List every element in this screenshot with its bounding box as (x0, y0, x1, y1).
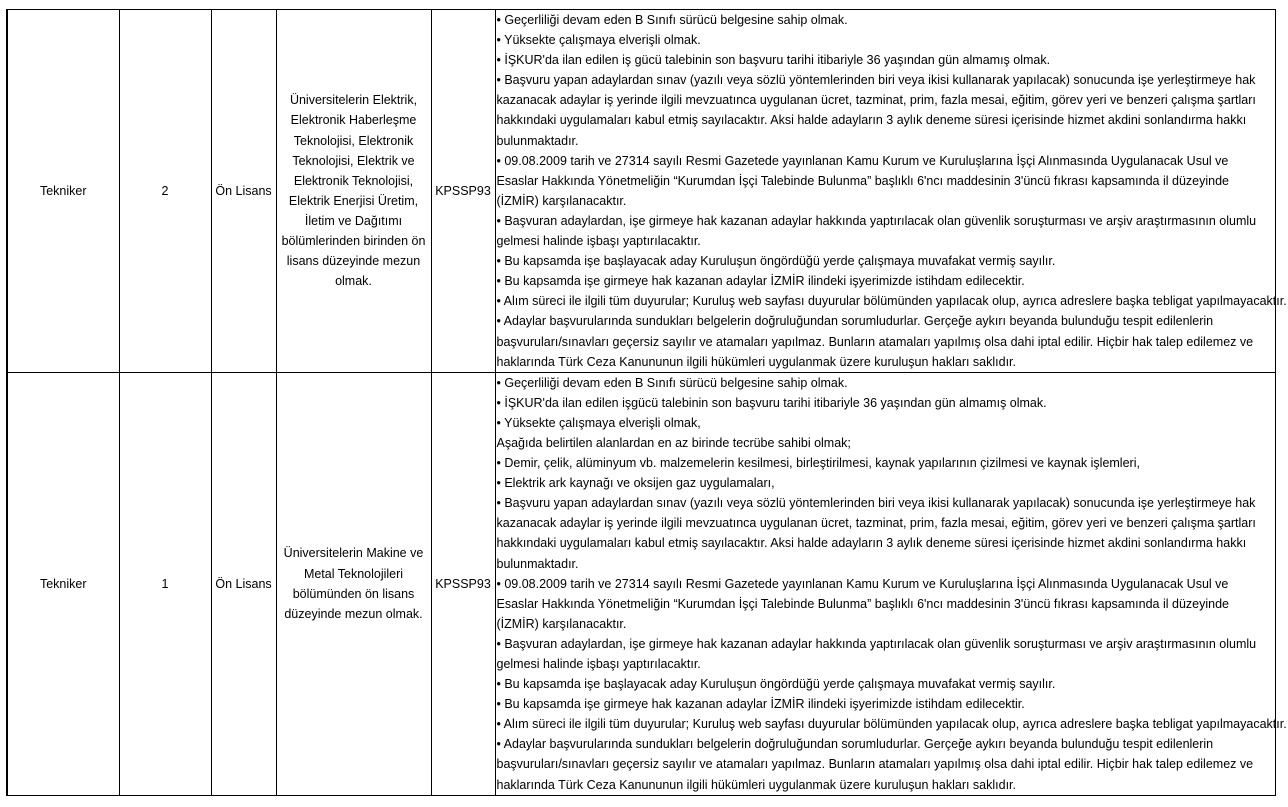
requirement-line: bulunmaktadır. (496, 133, 579, 148)
requirement-line: gelmesi halinde işbaşı yaptırılacaktır. (496, 657, 701, 671)
requirement-line: başvuruları/sınavları geçersiz sayılır ve atamaları yapılmaz. Bunların atamaları yapılmış olsa dahi iptal edilir. Hiçbir hak talep edilemez ve (496, 757, 1254, 772)
requirement-line: Aşağıda belirtilen alanlardan en az birinde tecrübe sahibi olmak; (496, 435, 851, 450)
requirements-cell (495, 372, 1287, 795)
requirement-line: • Alım süreci ile ilgili tüm duyurular; Kuruluş web sayfası duyurular bölümünden yapılacak olup, ayrıca adreslere başka tebligat yapılmayacaktır. (496, 294, 1287, 309)
requirement-line: • Başvuru yapan adaylardan sınav (yazılı veya sözlü yöntemlerinden biri veya ikisi kullanarak yapılacak) sonucunda işe yerleştirmeye hak (496, 496, 1256, 511)
education-level-cell: Ön Lisans (211, 10, 276, 373)
requirement-line: • Geçerliliği devam eden B Sınıfı sürücü belgesine sahip olmak. (496, 13, 848, 27)
requirement-line: haklarında Türk Ceza Kanununun ilgili hükümleri uygulanmak üzere kuruluşun hakları saklıdır. (496, 354, 1016, 369)
requirement-line: • Yüksekte çalışmaya elverişli olmak. (496, 33, 701, 48)
requirement-line: (İZMİR) karşılanacaktır. (496, 193, 627, 208)
requirement-line: • Başvuran adaylardan, işe girmeye hak kazanan adaylar hakkında yaptırılacak olan güvenlik soruşturması ve arşiv araştırmasının olumlu (496, 636, 1257, 651)
requirement-line: • Adaylar başvurularında sundukları belgelerin doğruluğundan sorumludurlar. Gerçeğe aykırı beyanda bulunduğu tespit edilenlerin (496, 737, 1214, 752)
requirement-line: • Elektrik ark kaynağı ve oksijen gaz uygulamaları, (496, 476, 775, 491)
requirement-line: • 09.08.2009 tarih ve 27314 sayılı Resmi Gazetede yayınlanan Kamu Kurum ve Kuruluşlarına İşçi Alınmasında Uygulanacak Usul ve (496, 576, 1229, 591)
requirement-line: Esaslar Hakkında Yönetmeliğin “Kurumdan İşçi Talebinde Bulunma” başlıklı 6'ncı maddesinin 3'üncü fıkrası kapsamında il düzeyinde (496, 173, 1229, 188)
requirement-line: bulunmaktadır. (496, 556, 579, 571)
requirement-line: kazanacak adaylar iş yerinde ilgili mevzuatınca uygulanan ücret, tazminat, prim, fazla mesai, eğitim, görev yeri ve benzeri çalışma şartları (496, 516, 1256, 531)
requirement-line: • Bu kapsamda işe girmeye hak kazanan adaylar İZMİR ilindeki işyerimizde istihdam edilecektir. (496, 697, 1025, 712)
requirement-line: • Geçerliliği devam eden B Sınıfı sürücü belgesine sahip olmak. (496, 375, 848, 390)
requirement-line: • Bu kapsamda işe başlayacak aday Kuruluşun öngördüğü yerde çalışmaya muvafakat vermiş sayılır. (496, 254, 1056, 269)
requirements-cell (495, 10, 1287, 373)
requirement-line: • İŞKUR'da ilan edilen işgücü talebinin son başvuru tarihi itibariyle 36 yaşından gün almamış olmak. (496, 395, 1047, 410)
table-row (7, 372, 1275, 795)
requirement-line: • Bu kapsamda işe başlayacak aday Kuruluşun öngördüğü yerde çalışmaya muvafakat vermiş sayılır. (496, 677, 1056, 692)
position-count-cell: 2 (119, 10, 211, 373)
requirement-line: • Bu kapsamda işe girmeye hak kazanan adaylar İZMİR ilindeki işyerimizde istihdam edilecektir. (496, 274, 1025, 289)
requirement-line: • Demir, çelik, alüminyum vb. malzemelerin kesilmesi, birleştirilmesi, kaynak yapılarının çizilmesi ve kaynak işlemleri, (496, 456, 1140, 471)
table-row (7, 10, 1275, 373)
requirement-line: (İZMİR) karşılanacaktır. (496, 616, 627, 631)
position-title-cell: Tekniker (7, 10, 119, 373)
requirement-line: gelmesi halinde işbaşı yaptırılacaktır. (496, 234, 701, 249)
position-count-cell: 1 (119, 372, 211, 795)
job-listing-table (6, 9, 1287, 796)
position-title-cell: Tekniker (7, 372, 119, 795)
requirement-line: kazanacak adaylar iş yerinde ilgili mevzuatınca uygulanan ücret, tazminat, prim, fazla mesai, eğitim, görev yeri ve benzeri çalışma şartları (496, 93, 1256, 108)
requirement-line: haklarında Türk Ceza Kanununun ilgili hükümleri uygulanmak üzere kuruluşun hakları saklıdır. (496, 777, 1016, 792)
department-requirement-cell: Üniversitelerin Makine ve Metal Teknolojileri bölümünden ön lisans düzeyinde mezun olmak. (276, 372, 431, 795)
requirement-line: • İŞKUR'da ilan edilen iş gücü talebinin son başvuru tarihi itibariyle 36 yaşından gün almamış olmak. (496, 53, 1051, 68)
requirement-line: Esaslar Hakkında Yönetmeliğin “Kurumdan İşçi Talebinde Bulunma” başlıklı 6'ncı maddesinin 3'üncü fıkrası kapsamında il düzeyinde (496, 596, 1229, 611)
requirement-line: başvuruları/sınavları geçersiz sayılır ve atamaları yapılmaz. Bunların atamaları yapılmış olsa dahi iptal edilir. Hiçbir hak talep edilemez ve (496, 334, 1254, 349)
requirement-line: • Adaylar başvurularında sundukları belgelerin doğruluğundan sorumludurlar. Gerçeğe aykırı beyanda bulunduğu tespit edilenlerin (496, 314, 1214, 329)
requirement-line: • 09.08.2009 tarih ve 27314 sayılı Resmi Gazetede yayınlanan Kamu Kurum ve Kuruluşlarına İşçi Alınmasında Uygulanacak Usul ve (496, 153, 1229, 168)
education-level-cell: Ön Lisans (211, 372, 276, 795)
department-requirement-cell: Üniversitelerin Elektrik, Elektronik Haberleşme Teknolojisi, Elektronik Teknolojisi, Elektrik ve Elektronik Teknolojisi, Elektrik Enerjisi Üretim, İletim ve Dağıtımı bölümlerinden birinden ön lisans düzeyinde mezun olmak. (276, 10, 431, 373)
requirement-line: • Yüksekte çalışmaya elverişli olmak, (496, 415, 701, 430)
kpss-score-type-cell: KPSSP93 (431, 372, 495, 795)
requirement-line: hakkındaki uygulamaları kabul etmiş sayılacaktır. Aksi halde adayların 3 aylık deneme süresi içerisinde hizmet akdini sonlandırma hakkı (496, 536, 1247, 551)
kpss-score-type-cell: KPSSP93 (431, 10, 495, 373)
requirement-line: • Başvuran adaylardan, işe girmeye hak kazanan adaylar hakkında yaptırılacak olan güvenlik soruşturması ve arşiv araştırmasının olumlu (496, 213, 1257, 228)
requirement-line: • Başvuru yapan adaylardan sınav (yazılı veya sözlü yöntemlerinden biri veya ikisi kullanarak yapılacak) sonucunda işe yerleştirmeye hak (496, 73, 1256, 88)
requirement-line: • Alım süreci ile ilgili tüm duyurular; Kuruluş web sayfası duyurular bölümünden yapılacak olup, ayrıca adreslere başka tebligat yapılmayacaktır. (496, 717, 1287, 732)
requirement-line: hakkındaki uygulamaları kabul etmiş sayılacaktır. Aksi halde adayların 3 aylık deneme süresi içerisinde hizmet akdini sonlandırma hakkı (496, 113, 1247, 128)
